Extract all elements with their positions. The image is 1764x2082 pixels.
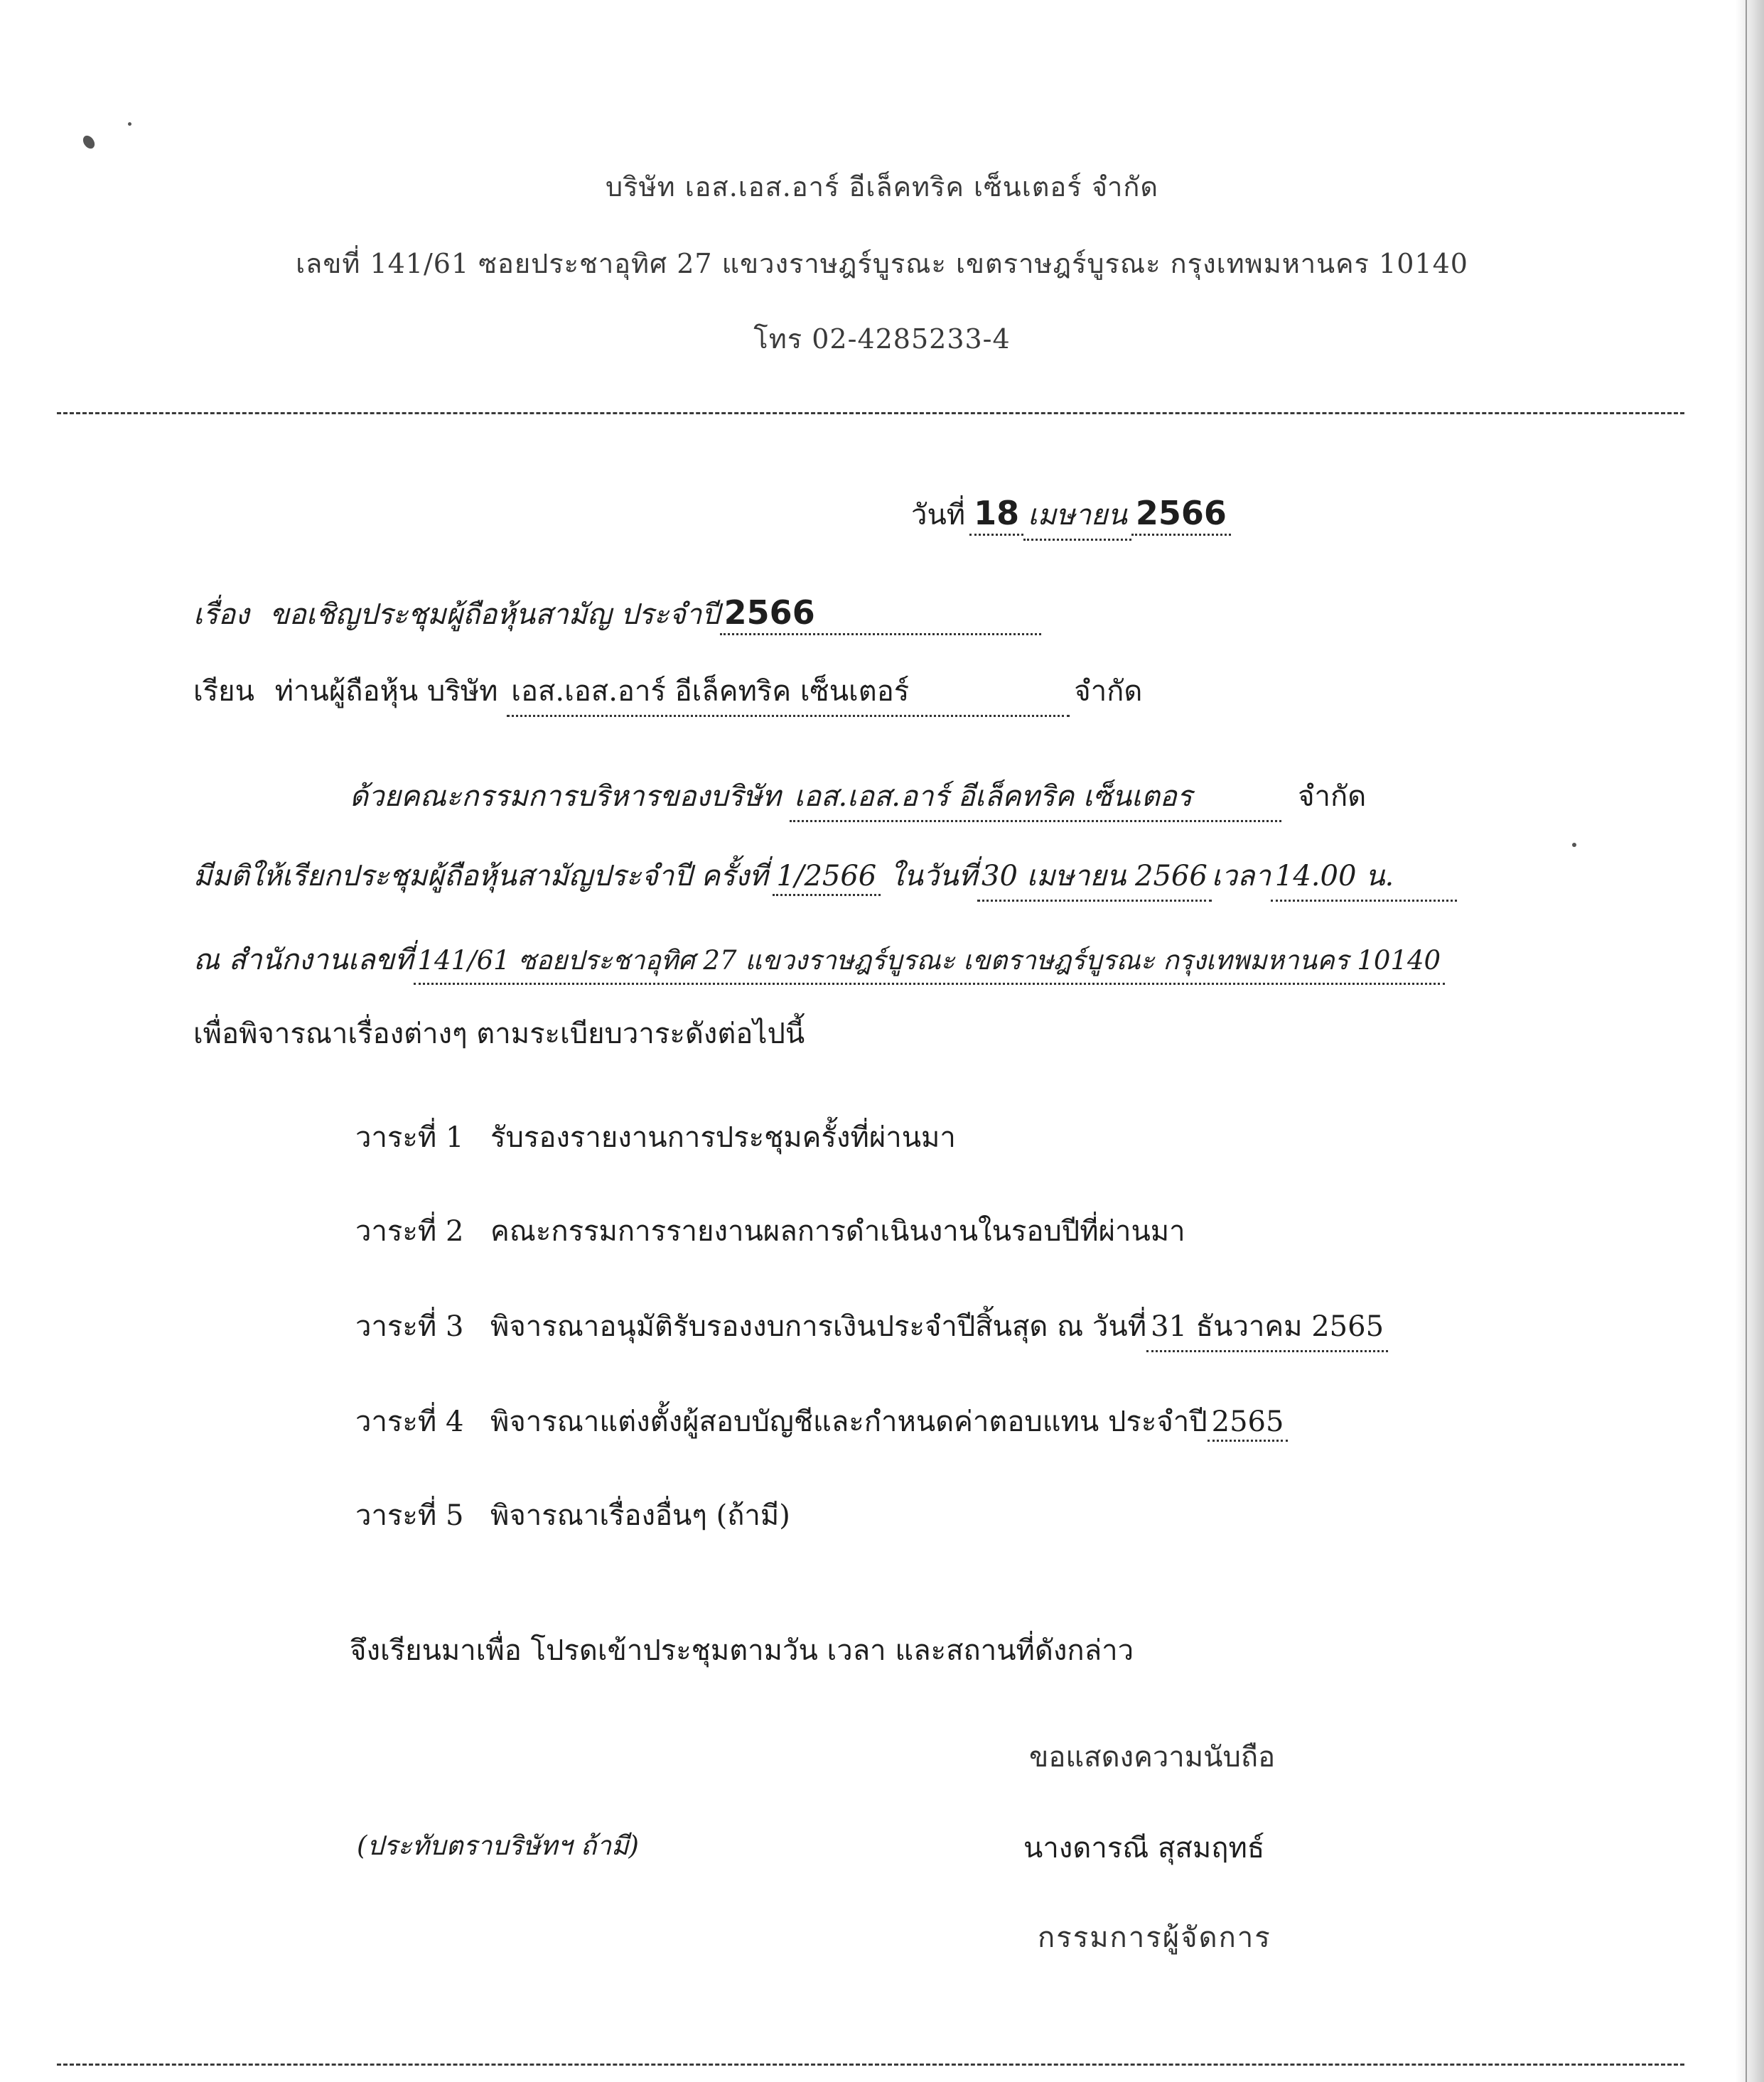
- agenda-number: วาระที่ 4: [355, 1406, 464, 1438]
- subject-label: เรื่อง: [193, 598, 249, 631]
- recipient-suffix: จำกัด: [1074, 675, 1143, 708]
- agenda-number: วาระที่ 1: [355, 1121, 464, 1154]
- meeting-time: 14.00 น.: [1271, 853, 1457, 902]
- closing-text: จึงเรียนมาเพื่อ โปรดเข้าประชุมตามวัน เวลา และสถานที่ดังกล่าว: [350, 1634, 1134, 1667]
- scan-speck: [1572, 843, 1576, 847]
- recipient-company: เอส.เอส.อาร์ อีเล็คทริค เซ็นเตอร์: [507, 668, 1070, 717]
- body-line-4: เพื่อพิจารณาเรื่องต่างๆ ตามระเบียบวาระดังต่อไปนี้: [193, 1018, 805, 1050]
- subject-line: [193, 591, 1041, 637]
- body-line-2-prefix: มีมติให้เรียกประชุมผู้ถือหุ้นสามัญประจำปี ครั้งที่: [193, 860, 768, 892]
- company-name: บริษัท เอส.เอส.อาร์ อีเล็คทริค เซ็นเตอร์ จำกัด: [605, 171, 1159, 203]
- agenda-number: วาระที่ 5: [355, 1499, 464, 1532]
- agenda-item: [355, 1114, 956, 1160]
- agenda-item: [355, 1492, 790, 1538]
- header-divider: [57, 412, 1684, 414]
- signer-position: กรรมการผู้จัดการ: [1038, 1921, 1271, 1954]
- meeting-place: 141/61 ซอยประชาอุทิศ 27 แขวงราษฎร์บูรณะ เขตราษฎร์บูรณะ กรุงเทพมหานคร 10140: [414, 939, 1446, 985]
- scan-edge-line: [1746, 0, 1747, 2082]
- date-day: 18: [969, 494, 1023, 536]
- recipient-line: [193, 668, 1142, 717]
- body-company: เอส.เอส.อาร์ อีเล็คทริค เซ็นเตอร: [790, 773, 1281, 822]
- agenda-text: รับรองรายงานการประชุมครั้งที่ผ่านมา: [490, 1121, 956, 1154]
- body-line-2: [193, 853, 1457, 902]
- signature-regards: ขอแสดงความนับถือ: [1029, 1741, 1276, 1774]
- body-line-1: [350, 773, 1366, 822]
- meeting-number: 1/2566: [773, 860, 881, 896]
- body-line-3-prefix: ณ สำนักงานเลขที่: [193, 944, 414, 976]
- meeting-date: 30 เมษายน 2566: [977, 853, 1212, 902]
- footer-divider: [57, 2064, 1684, 2066]
- body-line-1-prefix: ด้วยคณะกรรมการบริหารของบริษัท: [350, 780, 781, 813]
- subject-year: 2566: [720, 593, 1041, 635]
- body-line-1-suffix: จำกัด: [1298, 780, 1367, 813]
- agenda-text: พิจารณาแต่งตั้งผู้สอบบัญชีและกำหนดค่าตอบแทน ประจำปี: [490, 1406, 1208, 1438]
- company-phone: โทร 02-4285233-4: [753, 323, 1011, 355]
- agenda-fill: 2565: [1208, 1406, 1289, 1442]
- scan-page-edge: [1736, 0, 1764, 2082]
- date-month: เมษายน: [1023, 492, 1131, 541]
- signer-name: นางดารณี สุสมฤทธ์: [1023, 1832, 1265, 1865]
- recipient-label: เรียน: [193, 675, 254, 708]
- subject-text: ขอเชิญประชุมผู้ถือหุ้นสามัญ ประจำปี: [269, 598, 720, 631]
- agenda-item: [355, 1398, 1288, 1444]
- meeting-date-label: ในวันที่: [889, 860, 978, 892]
- scan-speck: [128, 122, 131, 126]
- date-line: [911, 492, 1231, 541]
- agenda-text: พิจารณาอนุมัติรับรองงบการเงินประจำปีสิ้นสุด ณ วันที่: [490, 1310, 1147, 1343]
- agenda-number: วาระที่ 3: [355, 1310, 464, 1343]
- recipient-text: ท่านผู้ถือหุ้น บริษัท: [274, 675, 498, 708]
- company-address: เลขที่ 141/61 ซอยประชาอุทิศ 27 แขวงราษฎร์บูรณะ เขตราษฎร์บูรณะ กรุงเทพมหานคร 10140: [296, 248, 1468, 279]
- agenda-fill: 31 ธันวาคม 2565: [1146, 1303, 1388, 1352]
- scan-speck: [81, 134, 97, 151]
- agenda-item: [355, 1208, 1185, 1253]
- meeting-time-label: เวลา: [1211, 860, 1271, 892]
- agenda-text: คณะกรรมการรายงานผลการดำเนินงานในรอบปีที่ผ่านมา: [490, 1215, 1185, 1248]
- body-line-3: [193, 937, 1445, 985]
- date-label: วันที่: [911, 499, 966, 532]
- agenda-number: วาระที่ 2: [355, 1215, 464, 1248]
- agenda-item: [355, 1303, 1388, 1352]
- seal-note: (ประทับตราบริษัทฯ ถ้ามี): [357, 1830, 639, 1861]
- date-year: 2566: [1131, 494, 1231, 536]
- agenda-text: พิจารณาเรื่องอื่นๆ (ถ้ามี): [490, 1499, 790, 1532]
